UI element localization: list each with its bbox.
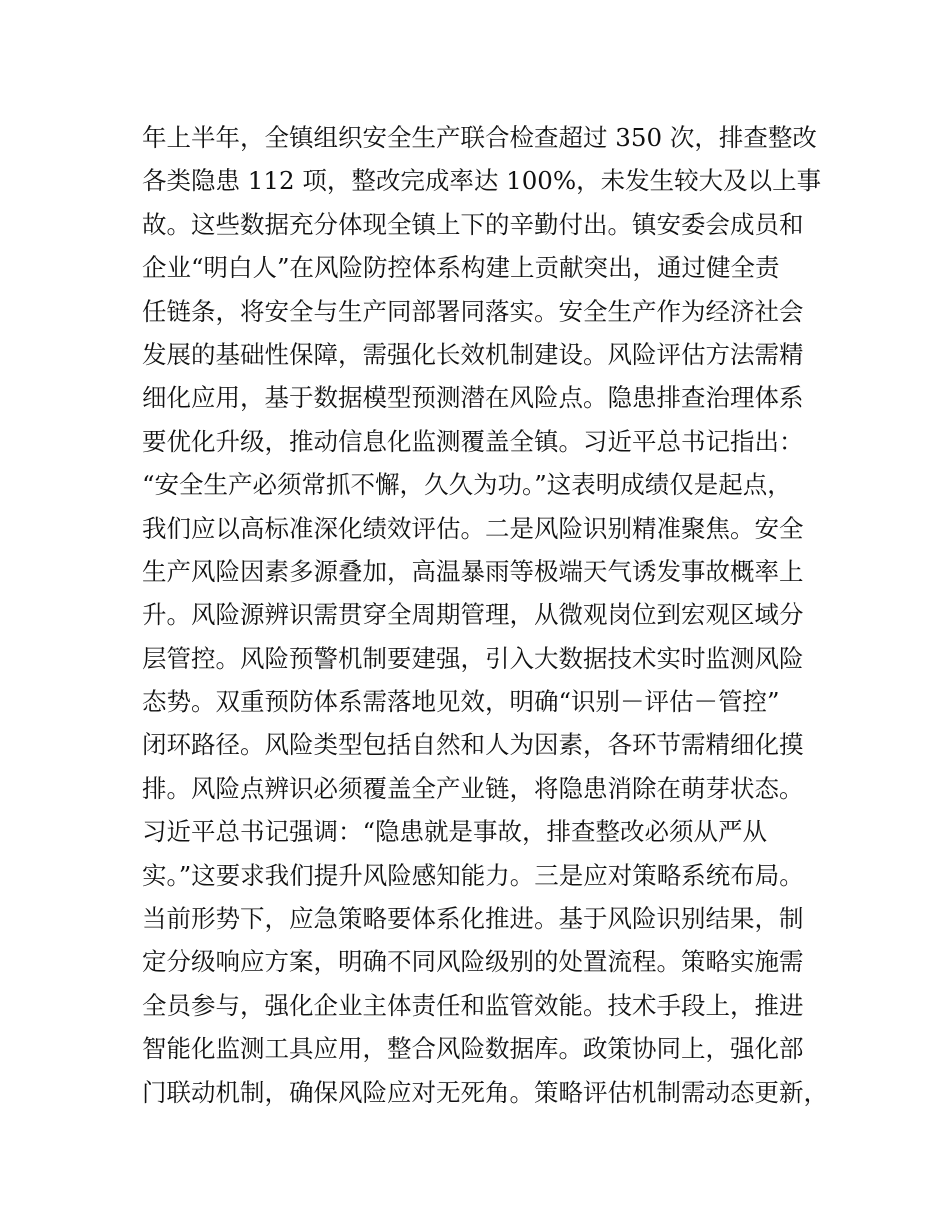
text-line: 排。风险点辨识必须覆盖全产业链，将隐患消除在萌芽状态。 [142,773,804,803]
text-line: 全员参与，强化企业主体责任和监管效能。技术手段上，推进 [142,990,804,1020]
text-line: 任链条，将安全与生产同部署同落实。安全生产作为经济社会 [142,296,804,326]
text-line: 实。”这要求我们提升风险感知能力。三是应对策略系统布局。 [142,860,804,890]
text-line: 年上半年，全镇组织安全生产联合检查超过 350 次，排查整改 [142,123,817,152]
text-line: 故。这些数据充分体现全镇上下的辛勤付出。镇安委会成员和 [142,209,804,239]
text-line: 要优化升级，推动信息化监测覆盖全镇。习近平总书记指出： [142,426,804,456]
text-line: 各类隐患 112 项，整改完成率达 100%，未发生较大及以上事 [142,166,822,196]
text-line: 闭环路径。风险类型包括自然和人为因素，各环节需精细化摸 [142,730,804,760]
text-line: 细化应用，基于数据模型预测潜在风险点。隐患排查治理体系 [142,383,804,413]
text-line: “安全生产必须常抓不懈，久久为功。”这表明成绩仅是起点， [142,470,792,500]
text-line: 层管控。风险预警机制要建强，引入大数据技术实时监测风险 [142,643,804,673]
text-line: 习近平总书记强调：“隐患就是事故，排查整改必须从严从 [142,817,768,847]
text-line: 企业“明白人”在风险防控体系构建上贡献突出，通过健全责 [142,253,780,283]
text-line: 发展的基础性保障，需强化长效机制建设。风险评估方法需精 [142,339,804,369]
body-text [142,116,832,1114]
text-line: 生产风险因素多源叠加，高温暴雨等极端天气诱发事故概率上 [142,556,804,586]
text-line: 门联动机制，确保风险应对无死角。策略评估机制需动态更新， [142,1077,828,1107]
text-line: 态势。双重预防体系需落地见效，明确“识别－评估－管控” [142,687,780,717]
text-line: 定分级响应方案，明确不同风险级别的处置流程。策略实施需 [142,947,804,977]
text-line: 智能化监测工具应用，整合风险数据库。政策协同上，强化部 [142,1034,804,1064]
text-line: 当前形势下，应急策略要体系化推进。基于风险识别结果，制 [142,904,804,934]
text-line: 升。风险源辨识需贯穿全周期管理，从微观岗位到宏观区域分 [142,600,804,630]
text-line: 我们应以高标准深化绩效评估。二是风险识别精准聚焦。安全 [142,513,804,543]
